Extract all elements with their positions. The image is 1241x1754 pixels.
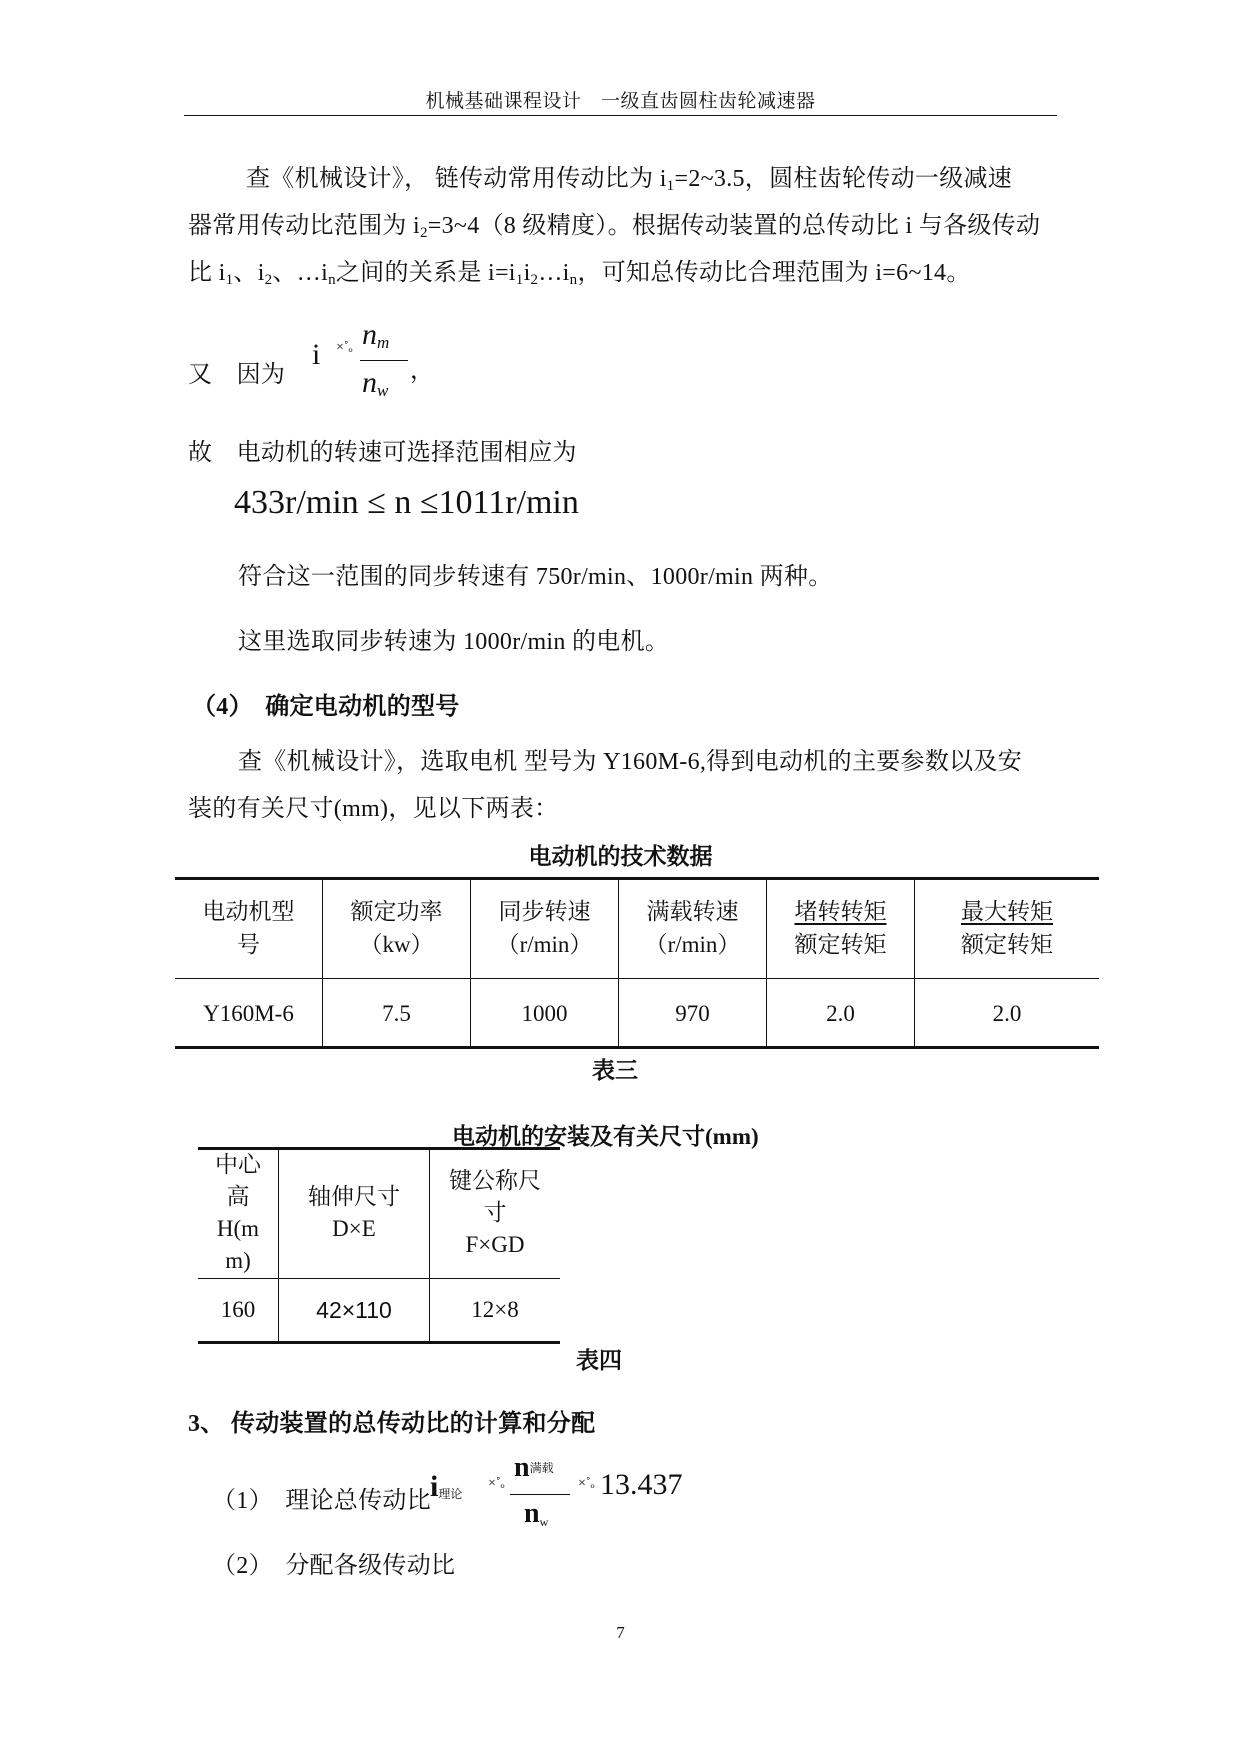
table2-caption: 表四 — [576, 1348, 622, 1373]
formula2-fraction-bar — [510, 1494, 570, 1495]
item2: （2） 分配各级传动比 — [212, 1553, 456, 1579]
formula1-fraction-bar — [360, 360, 408, 361]
table-cell: 970 — [619, 979, 767, 1048]
table-header-row — [198, 1148, 560, 1279]
para1-line3: 比 $i_1$、$i_2$、$\dots i_n$之间的关系是 $i=i_1i_2\dots i_n$，可知总传动比合理范围为 i=6~14。 — [188, 260, 971, 288]
formula2-eq-glyph: ×˚ₒ — [488, 1476, 505, 1491]
para4: 这里选取同步转速为 1000r/min 的电机。 — [238, 629, 670, 655]
table-cell: 2.0 — [767, 979, 915, 1048]
para1-line1: 查《机械设计》， 链传动常用传动比为 $i_1=2\sim 3.5$，圆柱齿轮传动一级减速 — [246, 166, 1013, 194]
table1-bottom-rule — [175, 1046, 1099, 1049]
table-header-row — [175, 878, 1099, 979]
table2-title: 电动机的安装及有关尺寸(mm) — [452, 1124, 759, 1149]
table-cell: 1000 — [471, 979, 619, 1048]
formula2-lead: （1） 理论总传动比 — [212, 1488, 431, 1514]
table-header-cell: 电动机型 号 — [175, 878, 323, 979]
table-cell: 2.0 — [915, 979, 1100, 1048]
motor-installation-dimensions-table — [198, 1148, 560, 1341]
para1-line2: 器常用传动比范围为 $i_2=3\sim 4(8$ 级精度）。根据传动装置的总传动比 i 与各级传动 — [188, 213, 1041, 241]
formula2-denominator: $n_w$ — [524, 1498, 549, 1529]
formula2-numerator: $n_{满载}$ — [514, 1452, 554, 1483]
formula2-lhs: $i_{理论}$ — [430, 1470, 463, 1503]
para5-line1: 查《机械设计》，选取电机 型号为 Y160M-6,得到电动机的主要参数以及安 — [238, 749, 1023, 775]
table-header-cell: 满载转速 （r/min） — [619, 878, 767, 979]
formula1-eq-glyph: ×˚ₒ — [336, 340, 353, 355]
formula1-tail: ， — [410, 358, 434, 384]
table-header-cell: 最大转矩 额定转矩 — [915, 878, 1100, 979]
table-row — [198, 1279, 560, 1342]
table-header-cell: 中心 高 H(m m) — [198, 1148, 279, 1279]
page-number: 7 — [616, 1623, 625, 1642]
table-header-cell: 额定功率 （kw） — [323, 878, 471, 979]
para2: 故 电动机的转速可选择范围相应为 — [188, 440, 577, 466]
table1-title: 电动机的技术数据 — [528, 844, 713, 869]
section-heading-4: （4） 确定电动机的型号 — [192, 694, 460, 720]
table-header-cell: 键公称尺 寸 F×GD — [430, 1148, 561, 1279]
table-cell: 160 — [198, 1279, 279, 1342]
motor-technical-data-table — [175, 878, 1099, 1047]
para5-line2: 装的有关尺寸(mm)，见以下两表： — [188, 796, 559, 822]
section-heading-3: 3、 传动装置的总传动比的计算和分配 — [188, 1411, 596, 1437]
running-header: 机械基础课程设计 一级直齿圆柱齿轮减速器 — [425, 91, 816, 112]
table-cell: 42×110 — [279, 1279, 430, 1342]
table-cell: Y160M-6 — [175, 979, 323, 1048]
table-header-cell: 轴伸尺寸 D×E — [279, 1148, 430, 1279]
table-header-cell: 堵转转矩 额定转矩 — [767, 878, 915, 979]
table-cell: 12×8 — [430, 1279, 561, 1342]
formula1-lead: 又 因为 — [188, 362, 286, 388]
formula2-eq2-glyph: ×˚ₒ — [578, 1476, 595, 1491]
para3: 符合这一范围的同步转速有 750r/min、1000r/min 两种。 — [238, 564, 833, 590]
table-cell: 7.5 — [323, 979, 471, 1048]
formula1-lhs: i — [312, 338, 321, 371]
speed-range-formula: 433r/min ≤ n ≤1011r/min — [234, 484, 579, 521]
table1-caption: 表三 — [592, 1058, 638, 1083]
table-row — [175, 979, 1099, 1048]
header-rule — [184, 115, 1057, 116]
formula1-numerator: $n_m$ — [362, 318, 390, 352]
table-header-cell: 同步转速 （r/min） — [471, 878, 619, 979]
formula2-result: 13.437 — [600, 1468, 683, 1501]
table2-bottom-rule — [198, 1341, 560, 1344]
formula1-denominator: $n_w$ — [362, 366, 389, 400]
